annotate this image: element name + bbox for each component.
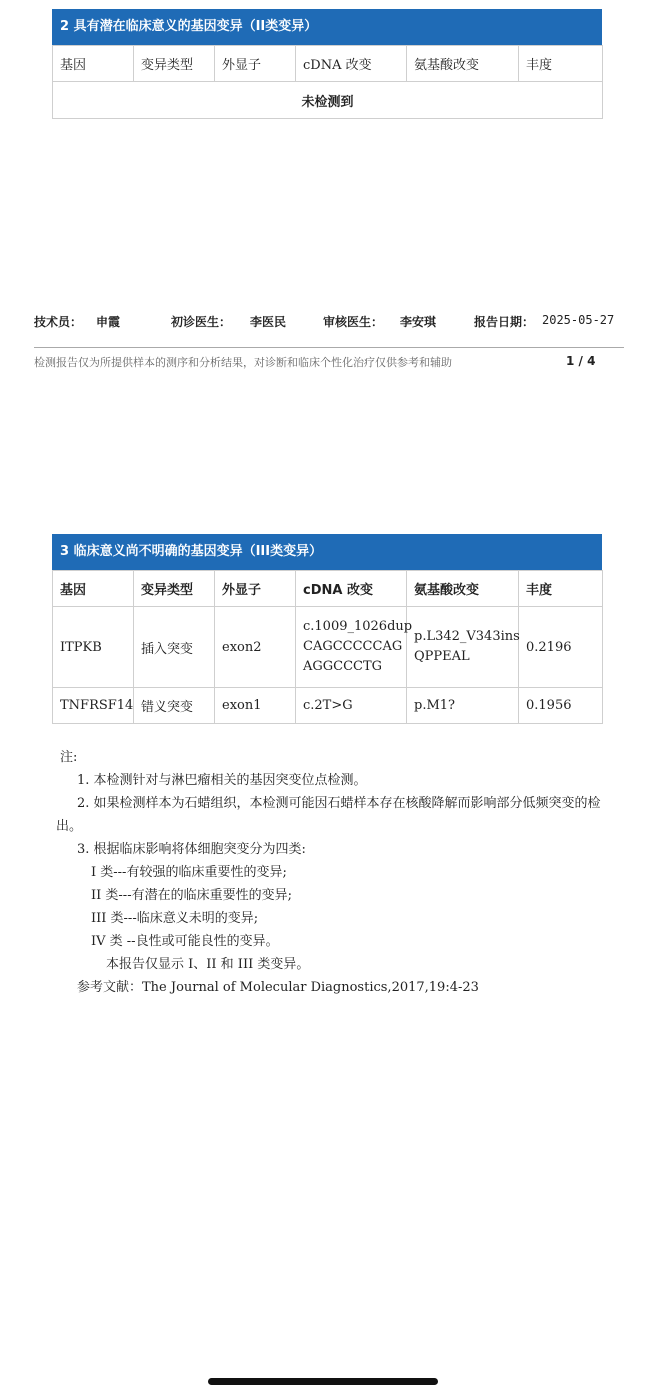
gene-cell: TNFRSF14 bbox=[53, 688, 134, 724]
note-item-3: 3. 根据临床影响将体细胞突变分为四类: bbox=[77, 842, 306, 857]
tech-name: 申霞 bbox=[96, 315, 121, 329]
exon-cell: exon2 bbox=[215, 607, 296, 688]
table-row bbox=[53, 607, 603, 688]
exon-cell: exon1 bbox=[215, 688, 296, 724]
aa-cell: p.M1? bbox=[407, 688, 519, 724]
section-2-grid bbox=[52, 45, 603, 119]
section-2-title: 2 具有潜在临床意义的基因变异（II类变异） bbox=[52, 9, 602, 45]
section-3-grid bbox=[52, 570, 603, 607]
freq-cell: 0.2196 bbox=[519, 607, 603, 688]
cdna-line: CAGCCCCCAG bbox=[303, 639, 403, 654]
col-header-exon: 外显子 bbox=[215, 571, 296, 607]
doctor-name: 李医民 bbox=[250, 315, 287, 329]
col-header-type: 变异类型 bbox=[134, 571, 215, 607]
report-date: 2025-05-27 bbox=[542, 313, 615, 327]
section-2-table bbox=[52, 9, 602, 119]
gene-cell: ITPKB bbox=[53, 607, 134, 688]
note-item-1: 1. 本检测针对与淋巴瘤相关的基因突变位点检测。 bbox=[77, 773, 367, 788]
home-indicator[interactable] bbox=[208, 1378, 438, 1385]
footer-disclaimer: 检测报告仅为所提供样本的测序和分析结果，对诊断和临床个性化治疗仅供参考和辅助 bbox=[34, 356, 452, 369]
cdna-line: AGGCCCTG bbox=[303, 659, 383, 674]
cdna-line: c.1009_1026dup bbox=[303, 619, 413, 634]
reviewer-label: 审核医生： bbox=[323, 315, 384, 329]
class-item: III 类---临床意义未明的变异; bbox=[91, 911, 259, 926]
reviewer-name: 李安琪 bbox=[400, 315, 437, 329]
col-header-freq: 丰度 bbox=[519, 571, 603, 607]
notes-block bbox=[56, 746, 601, 999]
class-item: IV 类 --良性或可能良性的变异。 bbox=[91, 934, 279, 949]
doctor-label: 初诊医生： bbox=[171, 315, 232, 329]
col-header-cdna: cDNA 改变 bbox=[296, 571, 407, 607]
class-summary: 本报告仅显示 I、II 和 III 类变异。 bbox=[106, 957, 310, 972]
empty-message: 未检测到 bbox=[53, 82, 603, 119]
col-header-aa: 氨基酸改变 bbox=[407, 571, 519, 607]
notes-label: 注: bbox=[60, 750, 78, 765]
col-header-freq: 丰度 bbox=[519, 46, 603, 82]
section-3-body bbox=[52, 606, 603, 724]
date-label: 报告日期： bbox=[474, 315, 535, 329]
freq-cell: 0.1956 bbox=[519, 688, 603, 724]
col-header-cdna: cDNA 改变 bbox=[296, 46, 407, 82]
class-item: II 类---有潜在的临床重要性的变异; bbox=[91, 888, 292, 903]
type-cell: 插入突变 bbox=[134, 607, 215, 688]
tech-label: 技术员： bbox=[34, 315, 83, 329]
col-header-aa: 氨基酸改变 bbox=[407, 46, 519, 82]
cdna-cell: c.2T>G bbox=[296, 688, 407, 724]
col-header-type: 变异类型 bbox=[134, 46, 215, 82]
col-header-gene: 基因 bbox=[53, 571, 134, 607]
aa-line: QPPEAL bbox=[414, 649, 470, 664]
col-header-gene: 基因 bbox=[53, 46, 134, 82]
reference: 参考文献：The Journal of Molecular Diagnostics,2017,19:4-23 bbox=[77, 980, 479, 995]
type-cell: 错义突变 bbox=[134, 688, 215, 724]
section-3-title: 3 临床意义尚不明确的基因变异（III类变异） bbox=[52, 534, 602, 570]
aa-cell bbox=[407, 607, 519, 688]
table-row bbox=[53, 688, 603, 724]
note-item-2: 2. 如果检测样本为石蜡组织，本检测可能因石蜡样本存在核酸降解而影响部分低频突变的检出。 bbox=[56, 796, 601, 834]
footer-divider bbox=[34, 347, 624, 348]
cdna-cell bbox=[296, 607, 413, 688]
class-item: I 类---有较强的临床重要性的变异; bbox=[91, 865, 287, 880]
col-header-exon: 外显子 bbox=[215, 46, 296, 82]
section-3-table bbox=[52, 534, 602, 724]
page-number: 1 / 4 bbox=[566, 354, 596, 368]
aa-line: p.L342_V343ins bbox=[414, 629, 520, 644]
